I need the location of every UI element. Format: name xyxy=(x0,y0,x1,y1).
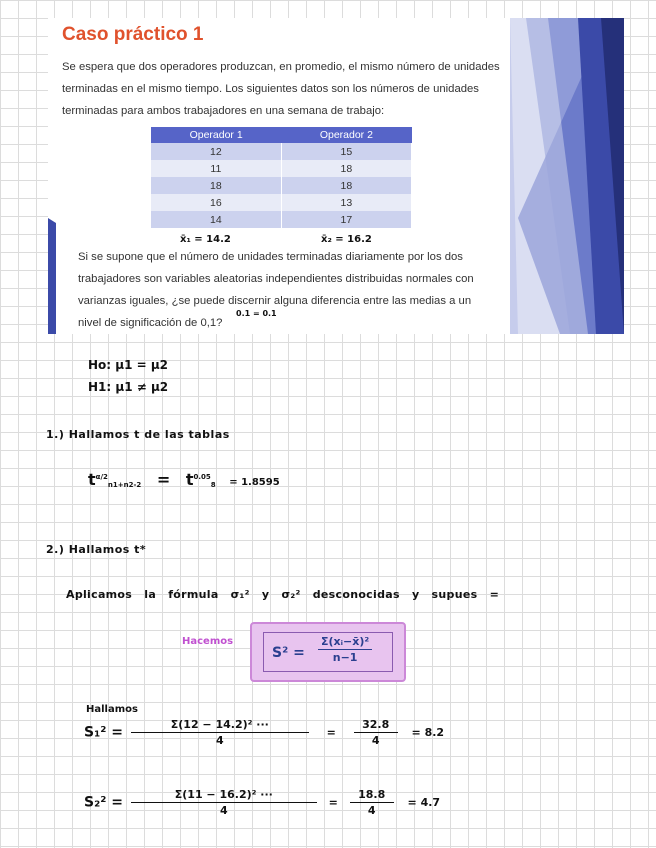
t-subscript: 8 xyxy=(210,481,216,489)
column-header: Operador 2 xyxy=(281,127,411,143)
s2-calculation xyxy=(84,788,440,817)
table-cell: 14 xyxy=(151,211,281,228)
table-row xyxy=(151,194,412,211)
s1-result: = 8.2 xyxy=(411,726,445,739)
t-symbol: t xyxy=(88,470,96,489)
s1-fraction xyxy=(131,718,309,747)
data-table xyxy=(151,127,412,228)
t-superscript: 0.05 xyxy=(193,473,211,481)
s1-numerator: Σ(12 − 14.2)² ··· xyxy=(131,718,309,733)
step-1-heading: 1.) Hallamos t de las tablas xyxy=(46,428,230,441)
table-cell: 18 xyxy=(281,177,411,194)
slide-image xyxy=(48,18,624,334)
column-header: Operador 1 xyxy=(151,127,281,143)
table-cell: 13 xyxy=(281,194,411,211)
table-row xyxy=(151,160,412,177)
s2-numerator: Σ(11 − 16.2)² ··· xyxy=(131,788,317,803)
s2-lhs: S₂² = xyxy=(84,794,123,811)
table-row xyxy=(151,143,412,160)
formula-lhs: S² = xyxy=(272,645,305,661)
table-cell: 18 xyxy=(151,177,281,194)
slide-title: Caso práctico 1 xyxy=(62,24,204,45)
highlighted-formula xyxy=(250,622,406,682)
alpha-annotation: 0.1 = 0.1 xyxy=(236,309,277,318)
t-table-value xyxy=(88,470,280,489)
s1-numerator-2: 32.8 xyxy=(354,718,398,733)
s2-result: = 4.7 xyxy=(407,796,441,809)
s1-fraction-2 xyxy=(354,718,398,747)
alt-hypothesis: H1: μ1 ≠ μ2 xyxy=(88,380,169,394)
table-header-row xyxy=(151,127,412,143)
t-superscript: α/2 xyxy=(95,473,108,481)
mean-operator-1: x̄₁ = 14.2 xyxy=(180,234,231,245)
t-result: = 1.8595 xyxy=(229,477,280,488)
equals-sign: = xyxy=(326,726,336,739)
s2-fraction xyxy=(131,788,317,817)
hallamos-label: Hallamos xyxy=(86,704,138,715)
s2-fraction-2 xyxy=(350,788,394,817)
s1-lhs: S₁² = xyxy=(84,724,123,741)
table-cell: 11 xyxy=(151,160,281,177)
table-row xyxy=(151,177,412,194)
s1-calculation xyxy=(84,718,444,747)
t-symbol: t xyxy=(185,470,194,489)
table-cell: 17 xyxy=(281,211,411,228)
question-text: Si se supone que el número de unidades terminadas diariamente por los dos trabajadores son variables aleatorias independientes distribuidas normales con varianzas iguales, ¿se puede discernir alguna diferencia entre las medias a un nivel de significación de 0,1? xyxy=(78,251,474,329)
s2-denominator-2: 4 xyxy=(367,804,376,817)
formula-denominator: n−1 xyxy=(332,651,358,664)
table-row xyxy=(151,211,412,228)
formula-fraction xyxy=(318,635,372,664)
hacemos-label: Hacemos xyxy=(182,636,234,647)
table-cell: 18 xyxy=(281,160,411,177)
mean-operator-2: x̄₂ = 16.2 xyxy=(321,234,372,245)
table-cell: 12 xyxy=(151,143,281,160)
step-2-heading: 2.) Hallamos t* xyxy=(46,543,147,556)
s2-numerator-2: 18.8 xyxy=(350,788,394,803)
equals-sign: = xyxy=(156,470,171,489)
null-hypothesis: Ho: μ1 = μ2 xyxy=(88,358,169,372)
problem-statement: Se espera que dos operadores produzcan, en promedio, el mismo número de unidades terminadas en el mismo tiempo. Los siguientes datos son los números de unidades terminadas para ambos trabajadores en una semana de trabajo: xyxy=(62,61,500,117)
apply-formula-text: Aplicamos la fórmula σ₁² y σ₂² desconocidas y supues = xyxy=(66,588,500,601)
variance-formula xyxy=(263,632,393,672)
t-subscript: n1+n2-2 xyxy=(107,481,142,489)
table-cell: 15 xyxy=(281,143,411,160)
table-cell: 16 xyxy=(151,194,281,211)
s1-denominator: 4 xyxy=(215,734,224,747)
formula-numerator: Σ(xᵢ−x̄)² xyxy=(318,635,372,650)
s1-denominator-2: 4 xyxy=(371,734,380,747)
s2-denominator: 4 xyxy=(219,804,228,817)
equals-sign: = xyxy=(328,796,338,809)
